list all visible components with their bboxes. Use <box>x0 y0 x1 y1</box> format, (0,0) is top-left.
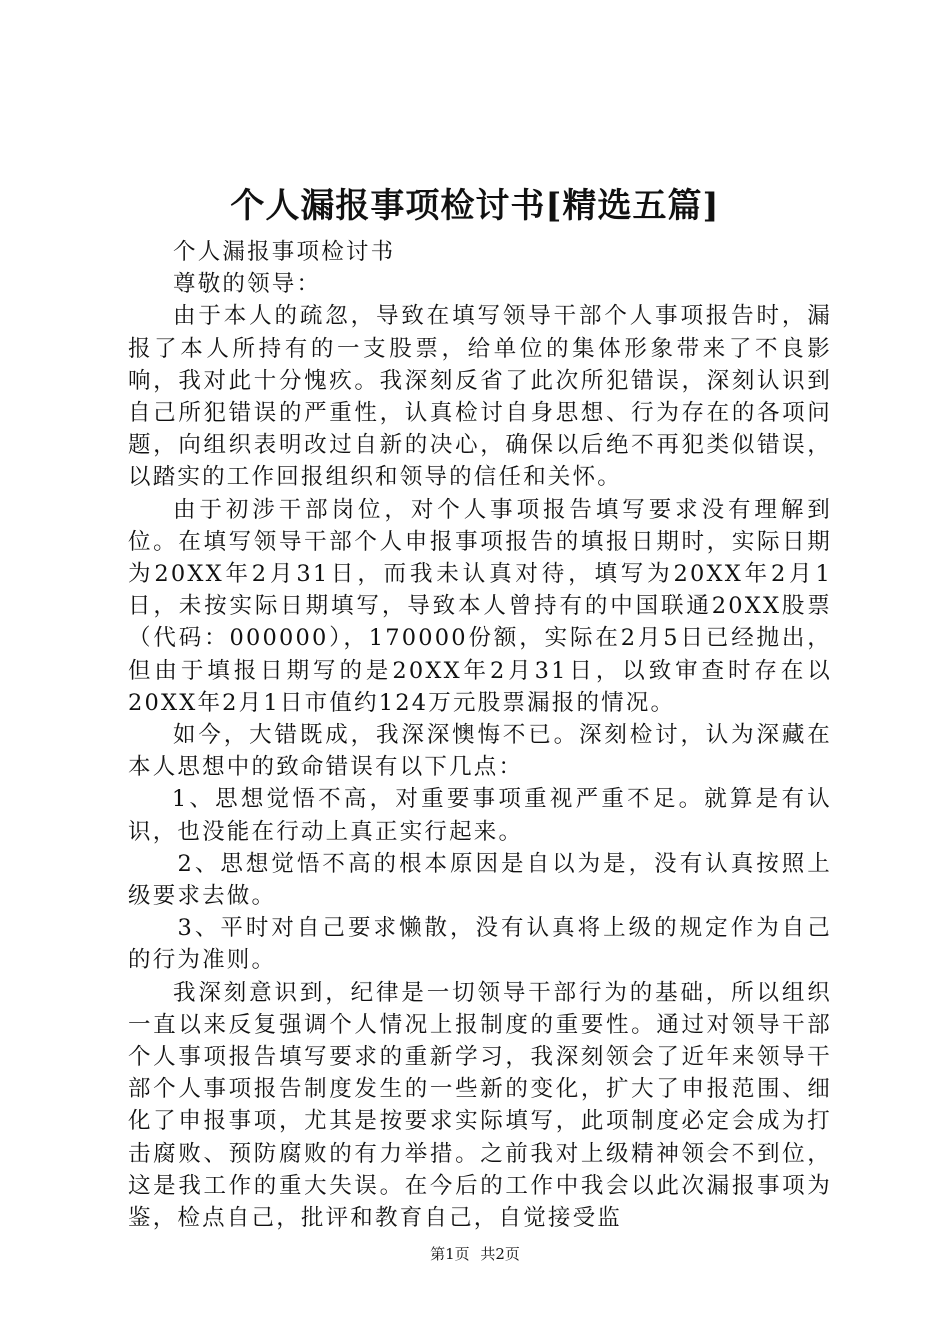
page-footer <box>0 1244 950 1264</box>
body-paragraph: 我深刻意识到，纪律是一切领导干部行为的基础，所以组织一直以来反复强调个人情况上报制度的重要性。通过对领导干部个人事项报告填写要求的重新学习，我深刻领会了近年来领导干部个人事项报告制度发生的一些新的变化，扩大了申报范围、细化了申报事项，尤其是按要求实际填写，此项制度必定会成为打击腐败、预防腐败的有力举措。之前我对上级精神领会不到位，这是我工作的重大失误。在今后的工作中我会以此次漏报事项为鉴，检点自己，批评和教育自己，自觉接受监 <box>128 979 832 1232</box>
list-item-paragraph: 2、思想觉悟不高的根本原因是自以为是，没有认真按照上级要求去做。 <box>128 850 832 910</box>
page-total: 共2页 <box>480 1245 520 1263</box>
document-title: 个人漏报事项检讨书[精选五篇] <box>230 186 720 226</box>
page-number: 第1页 <box>430 1245 470 1263</box>
list-item-paragraph: 1、思想觉悟不高，对重要事项重视严重不足。就算是有认识，也没能在行动上真正实行起来。 <box>128 786 832 845</box>
body-paragraph: 由于初涉干部岗位，对个人事项报告填写要求没有理解到位。在填写领导干部个人申报事项报告的填报日期时，实际日期为20XX年2月31日，而我未认真对待，填写为20XX年2月1日，未按实际日期填写，导致本人曾持有的中国联通20XX股票（代码：000000），170000份额，实际在2月5日已经抛出，但由于填报日期写的是20XX年2月31日，以致审查时存在以20XX年2月1日市值约124万元股票漏报的情况。 <box>128 496 832 716</box>
salutation-paragraph: 尊敬的领导： <box>173 271 322 298</box>
subtitle-paragraph: 个人漏报事项检讨书 <box>173 239 396 265</box>
body-paragraph: 由于本人的疏忽，导致在填写领导干部个人事项报告时，漏报了本人所持有的一支股票，给单位的集体形象带来了不良影响，我对此十分愧疚。我深刻反省了此次所犯错误，深刻认识到自己所犯错误的严重性，认真检讨自身思想、行为存在的各项问题，向组织表明改过自新的决心，确保以后绝不再犯类似错误，以踏实的工作回报组织和领导的信任和关怀。 <box>128 303 832 491</box>
body-paragraph: 如今，大错既成，我深深懊悔不已。深刻检讨，认为深藏在本人思想中的致命错误有以下几点： <box>128 722 832 781</box>
document-body <box>128 236 832 1234</box>
list-item-paragraph: 3、平时对自己要求懒散，没有认真将上级的规定作为自己的行为准则。 <box>128 915 832 974</box>
